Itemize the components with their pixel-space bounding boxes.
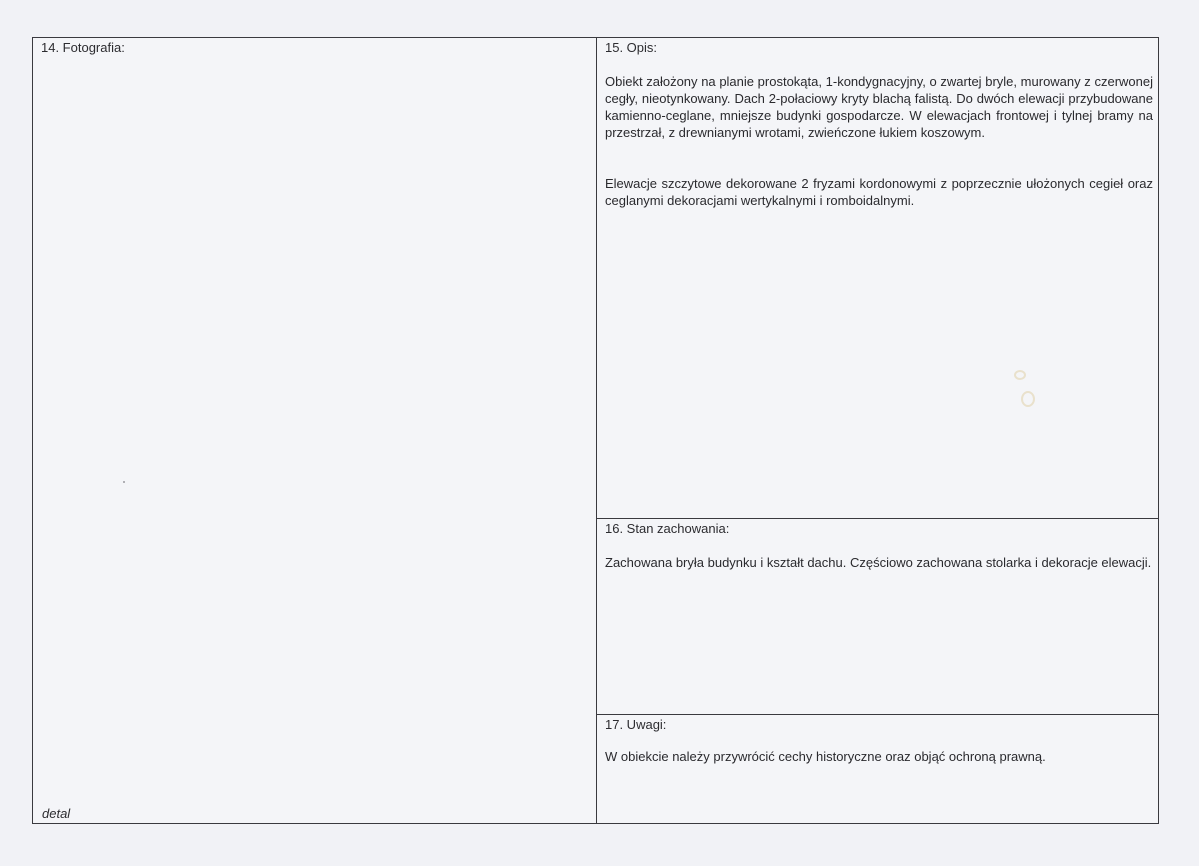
- scan-speck: [123, 481, 125, 483]
- description-paragraph-1: Obiekt założony na planie prostokąta, 1-kondygnacyjny, o zwartej bryle, murowany z czerwonej cegły, nieotynkowany. Dach 2-połaciowy kryty blachą falistą. Do dwóch elewacji przybudowane kamienno-ceglane, mniejsze budynki gospodarcze. W elewacjach frontowej i tylnej bramy na przestrzał, z drewnianymi wrotami, zwieńczone łukiem koszowym.: [605, 74, 1153, 140]
- description-section: [597, 38, 1158, 519]
- record-card-form: [32, 37, 1159, 824]
- photo-section-label: 14. Fotografia:: [41, 40, 125, 55]
- remarks-section-label: 17. Uwagi:: [605, 717, 667, 732]
- photo-caption: detal: [42, 806, 71, 821]
- photo-section: [33, 38, 597, 823]
- condition-section-label: 16. Stan zachowania:: [605, 521, 730, 536]
- remarks-text: W obiekcie należy przywrócić cechy historyczne oraz objąć ochroną prawną.: [605, 749, 1046, 764]
- right-column: [597, 38, 1158, 823]
- condition-section: [597, 519, 1158, 715]
- description-paragraph-2: Elewacje szczytowe dekorowane 2 fryzami kordonowymi z poprzecznie ułożonych cegieł oraz ceglanymi dekoracjami wertykalnymi i romboidalnymi.: [605, 176, 1153, 208]
- remarks-section: [597, 715, 1158, 823]
- description-section-label: 15. Opis:: [605, 40, 658, 55]
- condition-text: Zachowana bryła budynku i kształt dachu. Częściowo zachowana stolarka i dekoracje elewacji.: [605, 555, 1152, 570]
- paper-stain: [1021, 391, 1035, 407]
- paper-stain: [1014, 370, 1026, 380]
